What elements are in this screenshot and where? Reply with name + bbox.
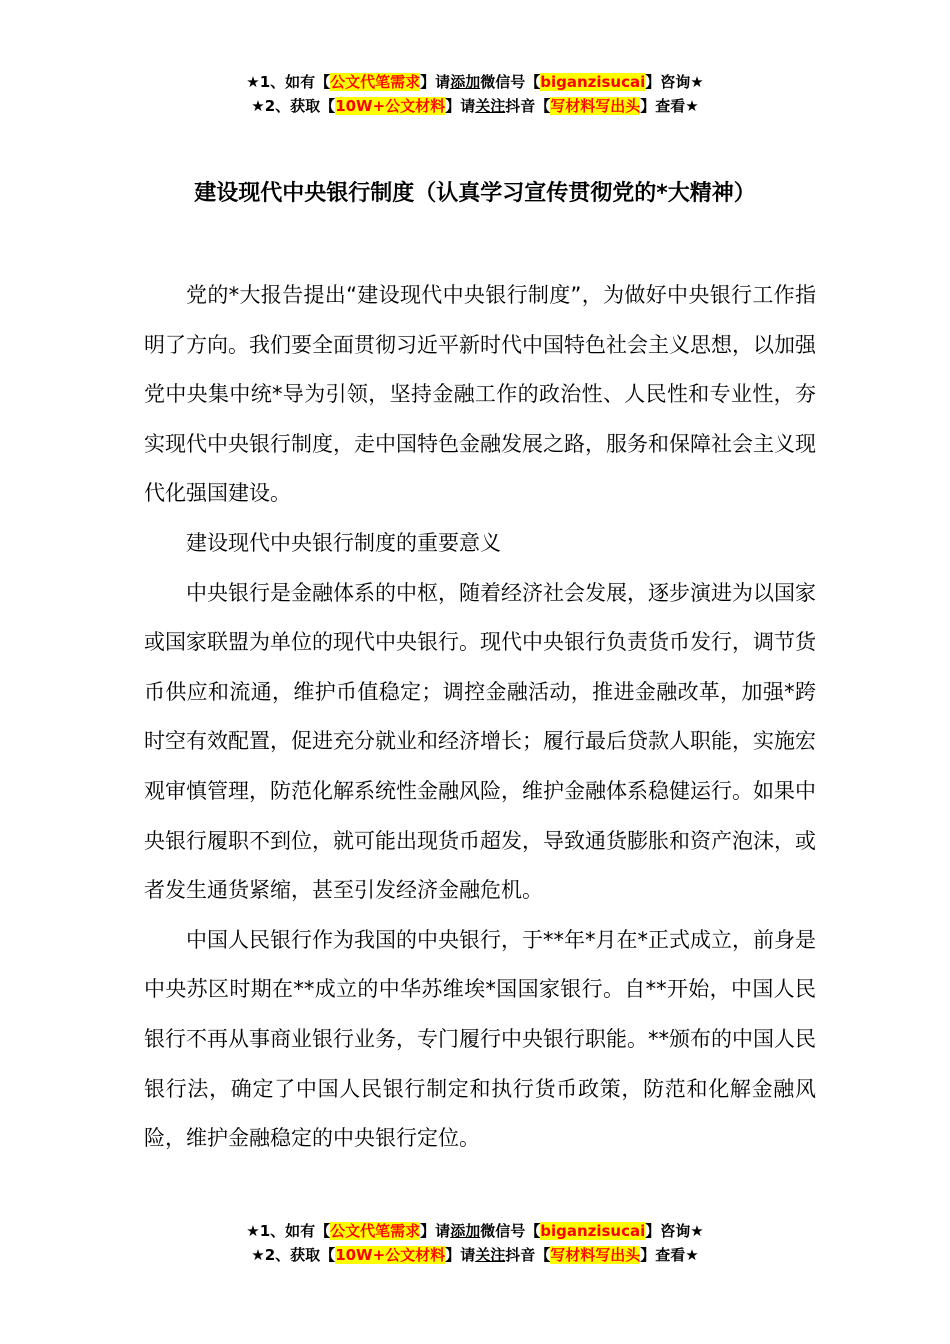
banner-text: 】咨询★ (645, 73, 704, 91)
banner-emphasis: 关注 (475, 1246, 506, 1264)
banner-text: 抖音【 (505, 97, 551, 115)
banner-text: 】请 (420, 1222, 451, 1240)
banner-highlight: biganzisucai (540, 1222, 646, 1240)
section-heading: 建设现代中央银行制度的重要意义 (186, 530, 501, 555)
banner-emphasis: 关注 (475, 97, 506, 115)
banner-line-2 (0, 1243, 950, 1267)
body-paragraph: 中央银行是金融体系的中枢，随着经济社会发展，逐步演进为以国家或国家联盟为单位的现代中央银行。现代中央银行负责货币发行，调节货币供应和流通，维护币值稳定；调控金融活动，推进金融改革，加强*跨时空有效配置，促进充分就业和经济增长；履行最后贷款人职能，实施宏观审慎管理，防范化解系统性金融风险，维护金融体系稳健运行。如果中央银行履职不到位，就可能出现货币超发，导致通货膨胀和资产泡沫，或者发生通货紧缩，甚至引发经济金融危机。 (144, 580, 816, 903)
banner-text: 】请 (445, 97, 476, 115)
banner-highlight: biganzisucai (540, 73, 646, 91)
footer-banner (0, 1219, 950, 1267)
banner-text: 微信号【 (480, 1222, 541, 1240)
banner-text: 】查看★ (640, 97, 699, 115)
banner-text: ★2、获取【 (251, 97, 336, 115)
banner-text: 】请 (445, 1246, 476, 1264)
banner-emphasis: 添加 (450, 1222, 481, 1240)
banner-text: 】查看★ (640, 1246, 699, 1264)
banner-text: 微信号【 (480, 73, 541, 91)
body-paragraph: 党的*大报告提出“建设现代中央银行制度”，为做好中央银行工作指明了方向。我们要全面贯彻习近平新时代中国特色社会主义思想，以加强党中央集中统*导为引领，坚持金融工作的政治性、人民性和专业性，夯实现代中央银行制度，走中国特色金融发展之路，服务和保障社会主义现代化强国建设。 (144, 283, 816, 506)
banner-highlight: 公文代笔需求 (330, 1222, 421, 1240)
banner-highlight: 公文代笔需求 (330, 73, 421, 91)
document-title: 建设现代中央银行制度（认真学习宣传贯彻党的*大精神） (194, 181, 756, 206)
banner-text: 】咨询★ (645, 1222, 704, 1240)
body-paragraph: 中国人民银行作为我国的中央银行，于**年*月在*正式成立，前身是中央苏区时期在**成立的中华苏维埃*国国家银行。自**开始，中国人民银行不再从事商业银行业务，专门履行中央银行职能。**颁布的中国人民银行法，确定了中国人民银行制定和执行货币政策，防范和化解金融风险，维护金融稳定的中央银行定位。 (144, 927, 816, 1151)
banner-text: 抖音【 (505, 1246, 551, 1264)
banner-text: ★1、如有【 (246, 73, 331, 91)
banner-highlight: 10W+公文材料 (335, 1246, 446, 1264)
banner-text: ★2、获取【 (251, 1246, 336, 1264)
header-banner (0, 70, 950, 118)
banner-line-2 (0, 94, 950, 118)
banner-text: ★1、如有【 (246, 1222, 331, 1240)
banner-emphasis: 添加 (450, 73, 481, 91)
banner-highlight: 写材料写出头 (550, 97, 641, 115)
banner-line-1 (0, 1219, 950, 1243)
banner-highlight: 写材料写出头 (550, 1246, 641, 1264)
banner-text: 】请 (420, 73, 451, 91)
banner-line-1 (0, 70, 950, 94)
banner-highlight: 10W+公文材料 (335, 97, 446, 115)
document-body (144, 271, 816, 1164)
